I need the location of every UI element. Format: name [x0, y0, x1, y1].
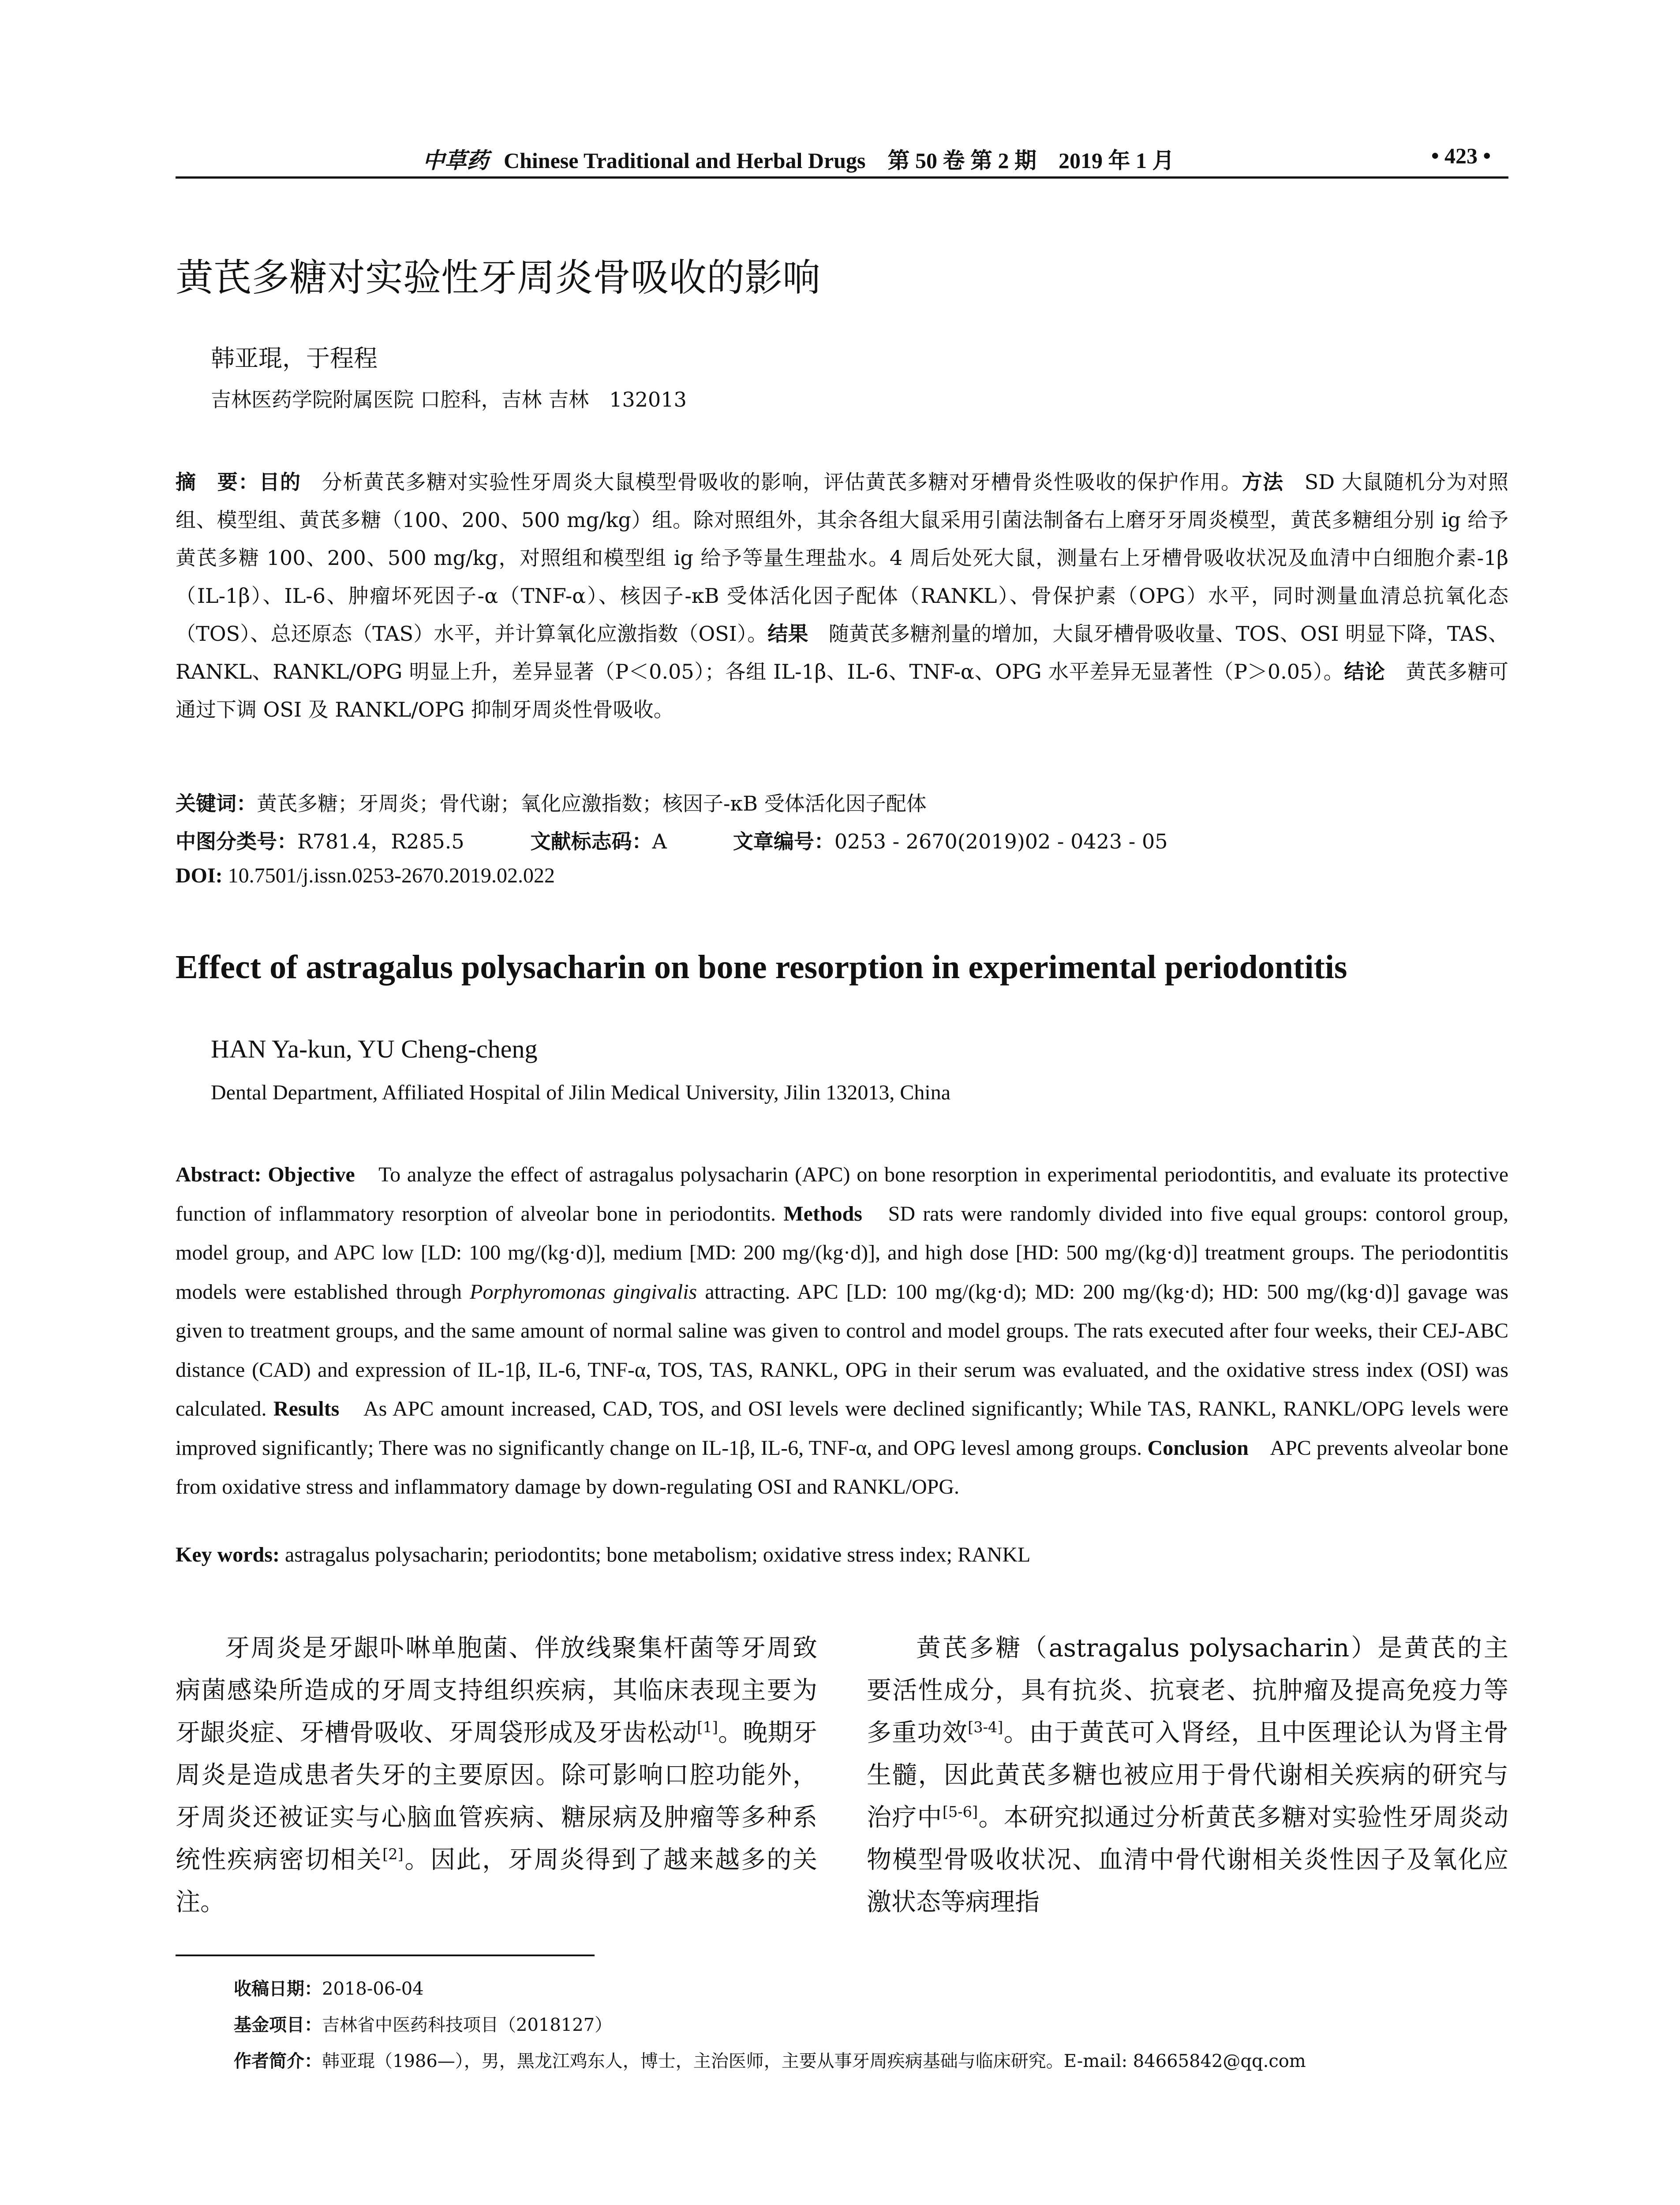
cn-title: 黄芪多糖对实验性牙周炎骨吸收的影响: [176, 256, 820, 300]
body-paragraph: [867, 1627, 1508, 1924]
body-paragraph: [176, 1627, 817, 1924]
body-text: 。因此，牙周炎得到了越来越多的关注。: [176, 1846, 817, 1917]
cn-methods-label: 方法: [1242, 470, 1284, 494]
cn-affiliation: 吉林医药学院附属医院 口腔科，吉林 吉林 132013: [211, 388, 687, 411]
cn-abstract-label: 摘 要：: [176, 470, 259, 494]
en-keywords: [176, 1543, 1030, 1567]
cn-keywords: [176, 788, 927, 817]
cn-keywords-text: 黄芪多糖；牙周炎；骨代谢；氧化应激指数；核因子-κB 受体活化因子配体: [257, 792, 927, 815]
doi-value[interactable]: 10.7501/j.issn.0253-2670.2019.02.022: [222, 864, 555, 887]
cn-results-label: 结果: [767, 622, 808, 646]
cn-methods-text: SD 大鼠随机分为对照组、模型组、黄芪多糖（100、200、500 mg/kg）组。除对照组外，其余各组大鼠采用引菌法制备右上磨牙牙周炎模型，黄芪多糖组分别 ig 给予黄芪多糖 100、200、500 mg/kg，对照组和模型组 ig 给予等量生理盐水。4 周后处死大鼠，测量右上牙槽骨吸收状况及血清中白细胞介素-1β（IL-1β）、IL-6、肿瘤坏死因子-α（TNF-α）、核因子-κB 受体活化因子配体（RANKL）、骨保护素（OPG）水平，同时测量血清总抗氧化态（TOS）、总还原态（TAS）水平，并计算氧化应激指数（OSI）。: [176, 470, 1509, 646]
doc-code-value: A: [652, 830, 667, 853]
footnote-fund: [234, 2011, 612, 2036]
author-bio-value: 韩亚琨（1986—），男，黑龙江鸡东人，博士，主治医师，主要从事牙周疾病基础与临床研究。E-mail: 84665842@qq.com: [322, 2051, 1306, 2071]
citation-ref[interactable]: [3-4]: [968, 1718, 1003, 1736]
doc-code-label: 文献标志码：: [530, 830, 652, 853]
doi-label: DOI:: [176, 864, 223, 887]
cn-conclusion-text: 黄芪多糖可通过下调 OSI 及 RANKL/OPG 抑制牙周炎性骨吸收。: [176, 660, 1509, 721]
en-conclusion-text: APC prevents alveolar bone from oxidative stress and inflammatory damage by down-regulating OSI and RANKL/OPG.: [176, 1436, 1508, 1499]
author-bio-label: 作者简介：: [234, 2051, 322, 2071]
cn-classification: [176, 826, 1167, 855]
body-column-left: [176, 1627, 817, 1924]
header-rule: [176, 176, 1508, 179]
en-results-text: As APC amount increased, CAD, TOS, and OSI levels were declined significantly; While TAS, RANKL, RANKL/OPG levels were improved significantly; There was no significantly change on IL-1β, IL-6, TNF-α, and OPG levesl among groups.: [176, 1397, 1509, 1460]
en-methods-text-1: SD rats were randomly divided into five equal groups: contorol group, model group, and APC low [LD: 100 mg/(kg·d)], medium [MD: 200 mg/(kg·d)], and high dose [HD: 500 mg/(kg·d)] treatment groups. The periodontitis models were established through: [176, 1202, 1508, 1304]
en-objective-label: Objective: [261, 1163, 355, 1186]
cn-keywords-label: 关键词：: [176, 792, 257, 815]
article-no-value: 0253 - 2670(2019)02 - 0423 - 05: [834, 830, 1168, 853]
en-authors: HAN Ya-kun, YU Cheng-cheng: [211, 1035, 538, 1063]
citation-ref[interactable]: [5-6]: [942, 1803, 978, 1820]
en-methods-label: Methods: [783, 1202, 862, 1226]
en-affiliation: Dental Department, Affiliated Hospital of Jilin Medical University, Jilin 132013, China: [211, 1081, 951, 1104]
citation-ref[interactable]: [1]: [697, 1718, 718, 1736]
en-title: Effect of astragalus polysacharin on bone resorption in experimental periodontitis: [176, 949, 1347, 986]
en-results-label: Results: [273, 1397, 340, 1420]
page-number: • 423 •: [1431, 143, 1491, 168]
footnote-rule: [176, 1955, 595, 1956]
body-text: 。由于黄芪可入肾经，且中医理论认为肾主骨生髓，因此黄芪多糖也被应用于骨代谢相关疾病的研究与治疗中: [867, 1719, 1509, 1832]
fund-label: 基金项目：: [234, 2015, 322, 2035]
journal-info: Chinese Traditional and Herbal Drugs 第 50 卷 第 2 期 2019 年 1 月: [504, 148, 1175, 173]
running-header: [176, 140, 1508, 172]
body-text: 。晚期牙周炎是造成患者失牙的主要原因。除可影响口腔功能外，牙周炎还被证实与心脑血管疾病、糖尿病及肿瘤等多种系统性疾病密切相关: [176, 1719, 817, 1874]
cn-objective-text: 分析黄芪多糖对实验性牙周炎大鼠模型骨吸收的影响，评估黄芪多糖对牙槽骨炎性吸收的保护作用。: [301, 470, 1242, 494]
en-objective-text: To analyze the effect of astragalus polysacharin (APC) on bone resorption in experimental periodontitis, and evaluate its protective function of inflammatory resorption of alveolar bone in periodontits.: [176, 1163, 1509, 1226]
cn-objective-label: 目的: [259, 470, 301, 494]
citation-ref[interactable]: [2]: [382, 1845, 404, 1863]
en-keywords-label: Key words:: [176, 1543, 280, 1566]
clc-value: R781.4，R285.5: [297, 830, 464, 853]
cn-abstract: [176, 463, 1508, 729]
body-text: 。本研究拟通过分析黄芪多糖对实验性牙周炎动物模型骨吸收状况、血清中骨代谢相关炎性因子及氧化应激状态等病理指: [867, 1803, 1509, 1917]
en-abstract-label: Abstract:: [176, 1163, 262, 1186]
received-label: 收稿日期：: [234, 1979, 322, 1999]
en-keywords-text: astragalus polysacharin; periodontits; bone metabolism; oxidative stress index; RANKL: [279, 1543, 1031, 1566]
body-column-right: [867, 1627, 1508, 1924]
fund-value: 吉林省中医药科技项目（2018127）: [322, 2015, 613, 2035]
en-methods-text-2: attracting. APC [LD: 100 mg/(kg·d); MD: 200 mg/(kg·d); HD: 500 mg/(kg·d)] gavage was given to treatment groups, and the same amount of normal saline was given to control and model groups. The rats executed after four weeks, their CEJ-ABC distance (CAD) and expression of IL-1β, IL-6, TNF-α, TOS, TAS, RANKL, OPG in their serum was evaluated, and the oxidative stress index (OSI) was calculated.: [176, 1280, 1509, 1420]
en-methods-italic: Porphyromonas gingivalis: [470, 1280, 697, 1304]
journal-logo-cn: 中草药: [423, 148, 489, 173]
footnote-received: [234, 1975, 424, 2000]
doi-line: [176, 863, 555, 888]
journal-header: [423, 143, 1174, 175]
cn-authors: 韩亚琨，于程程: [211, 344, 378, 372]
body-text: 黄芪多糖（astragalus polysacharin）是黄芪的主要活性成分，具有抗炎、抗衰老、抗肿瘤及提高免疫力等多重功效: [867, 1634, 1508, 1747]
article-no-label: 文章编号：: [733, 830, 834, 853]
footnote-author: [234, 2047, 1306, 2072]
body-text: 牙周炎是牙龈卟啉单胞菌、伴放线聚集杆菌等牙周致病菌感染所造成的牙周支持组织疾病，其临床表现主要为牙龈炎症、牙槽骨吸收、牙周袋形成及牙齿松动: [176, 1634, 817, 1747]
clc-label: 中图分类号：: [176, 830, 297, 853]
en-conclusion-label: Conclusion: [1147, 1436, 1249, 1460]
received-value: 2018-06-04: [322, 1979, 424, 1999]
cn-conclusion-label: 结论: [1344, 660, 1385, 684]
en-abstract: [176, 1155, 1508, 1507]
cn-results-text: 随黄芪多糖剂量的增加，大鼠牙槽骨吸收量、TOS、OSI 明显下降，TAS、RANKL、RANKL/OPG 明显上升，差异显著（P＜0.05）；各组 IL-1β、IL-6、TNF-α、OPG 水平差异无显著性（P＞0.05）。: [176, 622, 1509, 684]
